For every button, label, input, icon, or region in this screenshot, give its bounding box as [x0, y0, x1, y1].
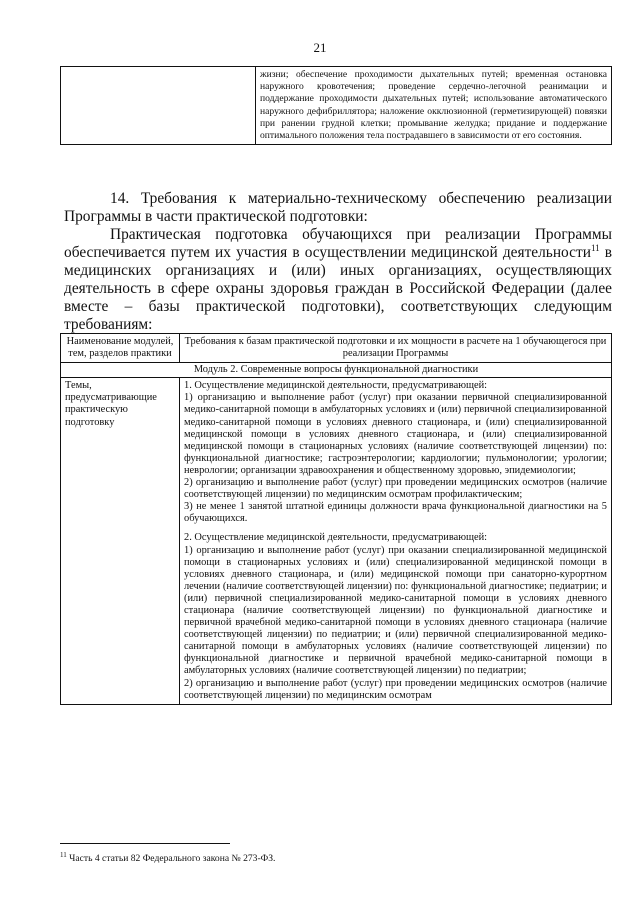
- header-modules: Наименование модулей, тем, разделов практики: [61, 334, 180, 363]
- footnote-marker: 11: [60, 851, 67, 859]
- requirements-cell: [180, 378, 612, 704]
- section-14-paragraph: [64, 226, 612, 334]
- footnote-divider: [60, 843, 230, 844]
- footnote-text: Часть 4 статьи 82 Федерального закона № 273-ФЗ.: [66, 853, 276, 865]
- section-14-heading: 14. Требования к материально-техническому обеспечению реализации Программы в части практической подготовки:: [64, 190, 612, 225]
- table-row: [61, 378, 612, 704]
- row-label: Темы, предусматривающие практическую подготовку: [61, 378, 180, 704]
- table-header-row: [61, 334, 612, 363]
- footnote-ref: 11: [590, 242, 600, 253]
- module-row: [61, 363, 612, 378]
- block-spacer: [184, 525, 607, 532]
- header-requirements: Требования к базам практической подготовки и их мощности в расчете на 1 обучающегося при реализации Программы: [180, 334, 612, 363]
- block-1-item-2: 2) организацию и выполнение работ (услуг) при проведении медицинских осмотров (наличие соответствующей лицензии) по медицинским осмотрам профилактическим;: [184, 477, 607, 501]
- block-1-item-3: 3) не менее 1 занятой штатной единицы должности врача функциональной диагностики на 5 обучающихся.: [184, 501, 607, 525]
- page-number: 21: [313, 40, 327, 55]
- continuation-empty-cell: [61, 67, 256, 145]
- continuation-table: [60, 66, 612, 145]
- paragraph-text-start: Практическая подготовка обучающихся при реализации Программы обеспечивается путем их участия в осуществлении медицинской деятельности: [64, 226, 612, 261]
- module-title: Модуль 2. Современные вопросы функциональной диагностики: [61, 363, 612, 378]
- continuation-text-cell: жизни; обеспечение проходимости дыхательных путей; временная остановка наружного кровотечения; проведение сердечно-легочной реанимации и поддержание проходимости дыхательных путей; использование автоматического наружного дефибриллятора; наложение окклюзионной (герметизирующей) повязки при ранении грудной клетки; промывание желудка; придание и поддержание оптимального положения тела пострадавшего в зависимости от его состояния.: [256, 67, 612, 145]
- block-1-title: 1. Осуществление медицинской деятельности, предусматривающей:: [184, 380, 488, 392]
- requirements-table: [60, 333, 612, 705]
- section-14: [64, 190, 612, 334]
- paragraph-text-end: в медицинских организациях и (или) иных организациях, осуществляющих деятельность в сфере охраны здоровья граждан в Российской Федерации (далее вместе – базы практической подготовки), соответствующих следующим требованиям:: [64, 244, 612, 333]
- block-2-item-2: 2) организацию и выполнение работ (услуг) при проведении медицинских осмотров (наличие соответствующей лицензии) по медицинским осмотрам: [184, 677, 607, 701]
- footnote: [60, 851, 275, 864]
- block-1-item-1: 1) организацию и выполнение работ (услуг) при оказании первичной специализированной медико-санитарной помощи в амбулаторных условиях и (или) первичной специализированной медико-санитарной помощи в условиях дневного стационара, и (или) специализированной медицинской помощи в условиях дневного стационара, и (или) специализированной медицинской помощи в стационарных условиях (наличие соответствующей лицензии) по: функциональной диагностике; гастроэнтерологии; кардиологии; пульмонологии; урологии; неврологии; организации здравоохранения и общественному здоровью, эпидемиологии;: [184, 392, 607, 476]
- block-2-item-1: 1) организацию и выполнение работ (услуг) при оказании специализированной медицинской помощи в стационарных условиях и (или) специализированной медицинской помощи в условиях дневного стационара, и (или) медицинской помощи при санаторно-курортном лечении (наличие соответствующей лицензии) по: функциональной диагностике; педиатрии; и (или) первичной специализированной медико-санитарной помощи в условиях дневного стационара (наличие соответствующей лицензии) по функциональной диагностике и первичной врачебной медико-санитарной помощи в условиях дневного стационара (наличие соответствующей лицензии) по педиатрии; и (или) первичной специализированной медико-санитарной помощи в амбулаторных условиях (наличие соответствующей лицензии) по функциональной диагностике и первичной врачебной медико-санитарной помощи в амбулаторных условиях (наличие соответствующей лицензии) по педиатрии;: [184, 544, 607, 677]
- block-2-title: 2. Осуществление медицинской деятельности, предусматривающей:: [184, 532, 488, 544]
